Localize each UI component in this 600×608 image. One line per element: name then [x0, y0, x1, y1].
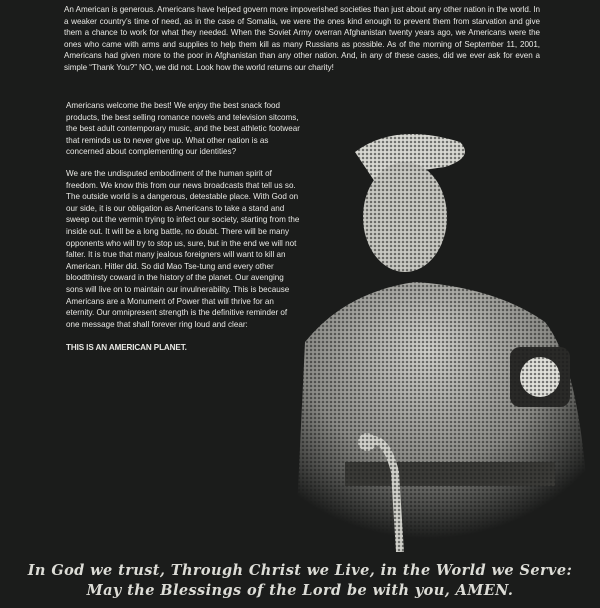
- blessing-line-1: In God we trust, Through Christ we Live, in the World we Serve:: [27, 562, 573, 579]
- blessing-line-2: May the Blessings of the Lord be with you, AMEN.: [86, 582, 514, 599]
- halftone-portrait-photo: [285, 112, 600, 552]
- closing-statement: THIS IS AN AMERICAN PLANET.: [66, 343, 187, 353]
- intro-paragraph: An American is generous. Americans have helped govern more impoverished societies than just about any other nation in the world. In a weaker country’s time of need, as in the case of Somalia, we were the ones kind enough to prevent them from starvation and give them a chance to work for what they needed. When the Soviet Army overran Afghanistan twenty years ago, we Americans were the ones who came with arms and supplies to help them kill as many Russians as possible. As of the morning of September 11, 2001, Americans had given more to the poor in Afghanistan than any other nation. And, in any of these cases, did we ever ask for even a simple “Thank You?” NO, we did not. Look how the world returns our charity!: [64, 5, 540, 72]
- body-column: [66, 100, 302, 354]
- paragraph-spirit-of-freedom: We are the undisputed embodiment of the human spirit of freedom. We know this from our news broadcasts that tell us so. The outside world is a dangerous, detestable place. With God on our side, it is our obligation as Americans to take a stand and sweep out the vermin trying to infect our society, starting from the inside out. It will be a long battle, no doubt. There will be many opponents who will try to stop us, sure, but in the end we will not falter. It is true that many jealous foreigners will want to kill an American. Hitler did. So did Mao Tse-tung and every other bloodthirsty coward in the history of the planet. Our avenging sons will live on to maintain our invulnerability. This is because Americans are a Monument of Power that will thrive for an eternity. Our omnipresent strength is the definitive reminder of one message that shall forever ring loud and clear:: [66, 168, 300, 329]
- paragraph-americans-welcome: Americans welcome the best! We enjoy the best snack food products, the best selling romance novels and television sitcoms, the best adult contemporary music, and the best athletic footwear that reminds us to never give up. What other nation is as concerned about complementing our identities?: [66, 101, 300, 157]
